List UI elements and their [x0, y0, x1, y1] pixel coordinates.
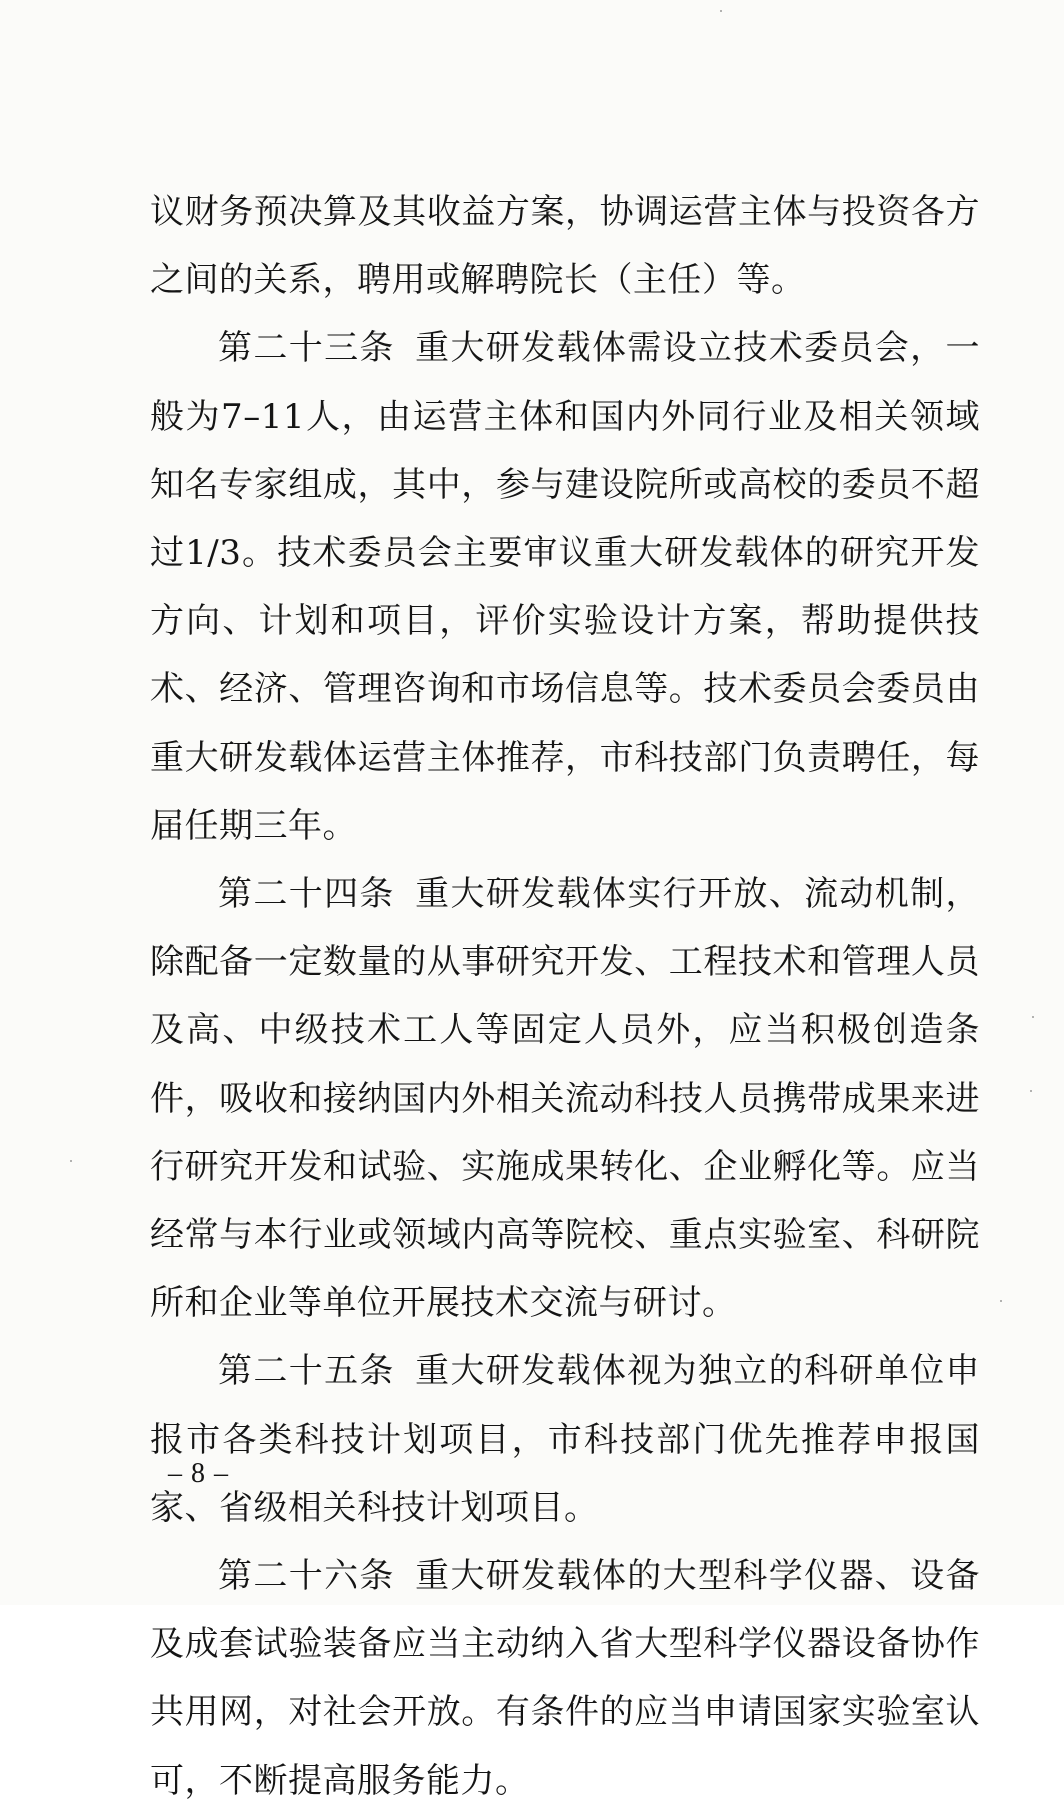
scan-speck [1032, 1016, 1034, 1018]
article-label: 第二十四条 [218, 874, 395, 915]
article-23 [150, 314, 980, 860]
article-text: 重大研发载体需设立技术委员会，一般为7–11人，由运营主体和国内外同行业及相关领域知名专家组成，其中，参与建设院所或高校的委员不超过1/3。技术委员会主要审议重大研发载体的研究开发方向、计划和项目，评价实验设计方案，帮助提供技术、经济、管理咨询和市场信息等。技术委员会委员由重大研发载体运营主体推荐，市科技部门负责聘任，每届任期三年。 [150, 328, 981, 846]
article-label: 第二十三条 [218, 328, 395, 369]
article-text: 重大研发载体的大型科学仪器、设备及成套试验装备应当主动纳入省大型科学仪器设备协作共用网，对社会开放。有条件的应当申请国家实验室认可，不断提高服务能力。 [150, 1556, 981, 1801]
paragraph-continuation [150, 178, 980, 314]
scan-speck [1030, 1090, 1032, 1092]
article-text: 重大研发载体实行开放、流动机制，除配备一定数量的从事研究开发、工程技术和管理人员及高、中级技术工人等固定人员外，应当积极创造条件，吸收和接纳国内外相关流动科技人员携带成果来进行研究开发和试验、实施成果转化、企业孵化等。应当经常与本行业或领域内高等院校、重点实验室、科研院所和企业等单位开展技术交流与研讨。 [150, 874, 981, 1324]
page-number: – 8 – [168, 1458, 229, 1489]
scan-speck [70, 1160, 72, 1162]
article-label: 第二十五条 [218, 1351, 395, 1392]
article-25 [150, 1337, 980, 1542]
article-26 [150, 1542, 980, 1815]
body-text [150, 178, 980, 1815]
paragraph-text: 议财务预决算及其收益方案，协调运营主体与投资各方之间的关系，聘用或解聘院长（主任）等。 [150, 192, 980, 301]
article-label: 第二十六条 [218, 1556, 395, 1597]
article-text: 重大研发载体视为独立的科研单位申报市各类科技计划项目，市科技部门优先推荐申报国家、省级相关科技计划项目。 [150, 1351, 981, 1528]
scan-speck [720, 10, 722, 12]
article-24 [150, 860, 980, 1337]
scan-speck [1000, 1300, 1002, 1302]
